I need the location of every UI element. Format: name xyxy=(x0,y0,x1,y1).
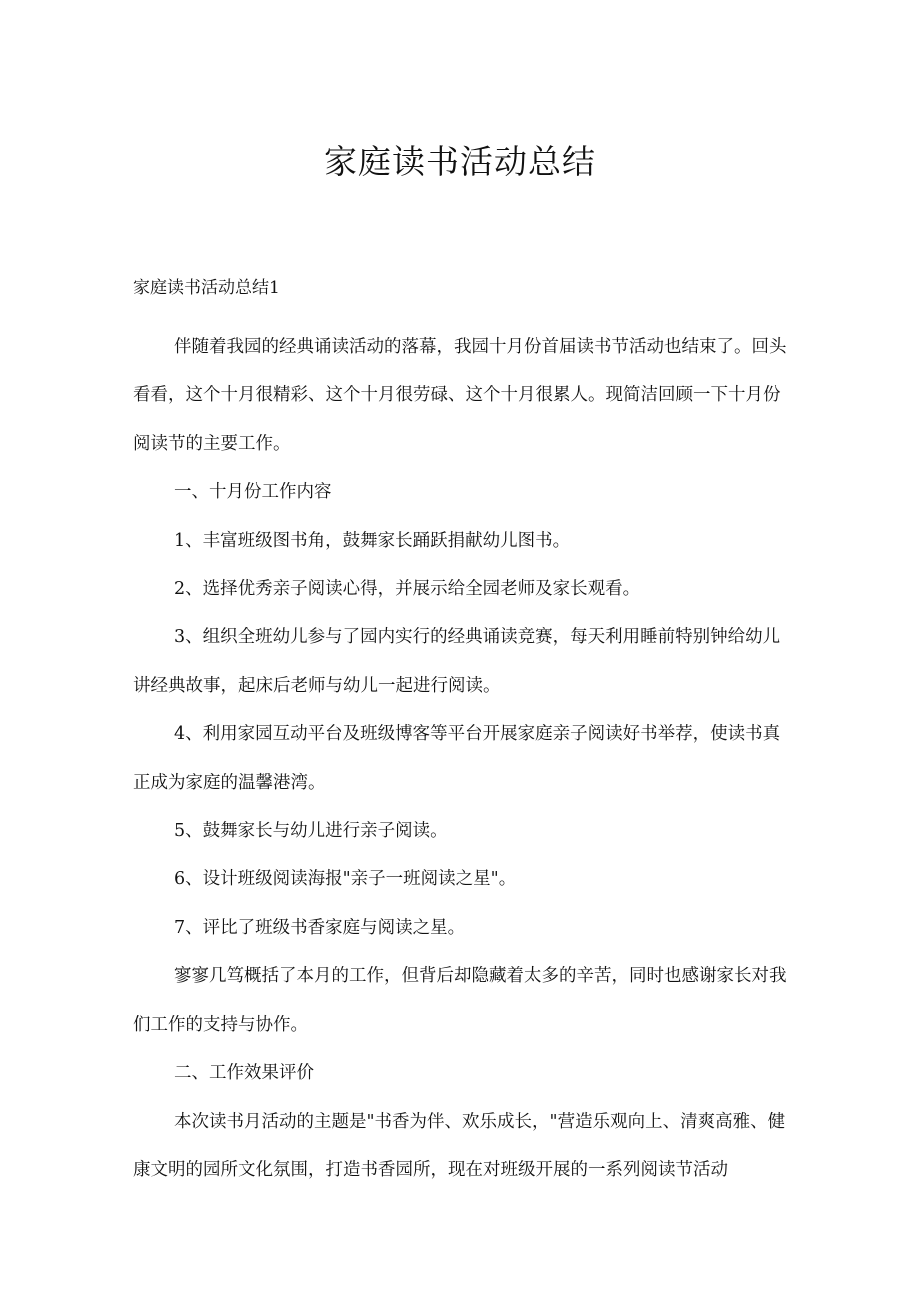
paragraph-item-3: 3、组织全班幼儿参与了园内实行的经典诵读竞赛，每天利用睡前特别钟给幼儿讲经典故事，起床后老师与幼儿一起进行阅读。 xyxy=(133,627,781,696)
paragraph-item-4: 4、利用家园互动平台及班级博客等平台开展家庭亲子阅读好书举荐，使读书真正成为家庭的温馨港湾。 xyxy=(133,724,781,793)
document-title: 家庭读书活动总结 xyxy=(324,142,596,181)
paragraph-heading-work-content: 一、十月份工作内容 xyxy=(174,482,332,503)
paragraph-theme: 本次读书月活动的主题是"书香为伴、欢乐成长，"营造乐观向上、清爽高雅、健康文明的园所文化氛围，打造书香园所，现在对班级开展的一系列阅读节活动 xyxy=(133,1111,786,1180)
document-body xyxy=(133,323,793,1194)
paragraph-item-2: 2、选择优秀亲子阅读心得，并展示给全园老师及家长观看。 xyxy=(174,579,641,600)
section-heading: 家庭读书活动总结1 xyxy=(133,278,280,298)
paragraph-summary: 寥寥几笃概括了本月的工作，但背后却隐藏着太多的辛苦，同时也感谢家长对我们工作的支持与协作。 xyxy=(133,966,787,1035)
paragraph-intro: 伴随着我园的经典诵读活动的落幕，我园十月份首届读书节活动也结束了。回头看看，这个十月很精彩、这个十月很劳碌、这个十月很累人。现简洁回顾一下十月份阅读节的主要工作。 xyxy=(133,337,787,454)
paragraph-heading-evaluation: 二、工作效果评价 xyxy=(174,1063,314,1084)
paragraph-item-6: 6、设计班级阅读海报"亲子一班阅读之星"。 xyxy=(174,869,517,890)
paragraph-item-7: 7、评比了班级书香家庭与阅读之星。 xyxy=(174,917,466,938)
paragraph-item-1: 1、丰富班级图书角，鼓舞家长踊跃捐献幼儿图书。 xyxy=(174,530,571,551)
paragraph-item-5: 5、鼓舞家长与幼儿进行亲子阅读。 xyxy=(174,821,448,842)
